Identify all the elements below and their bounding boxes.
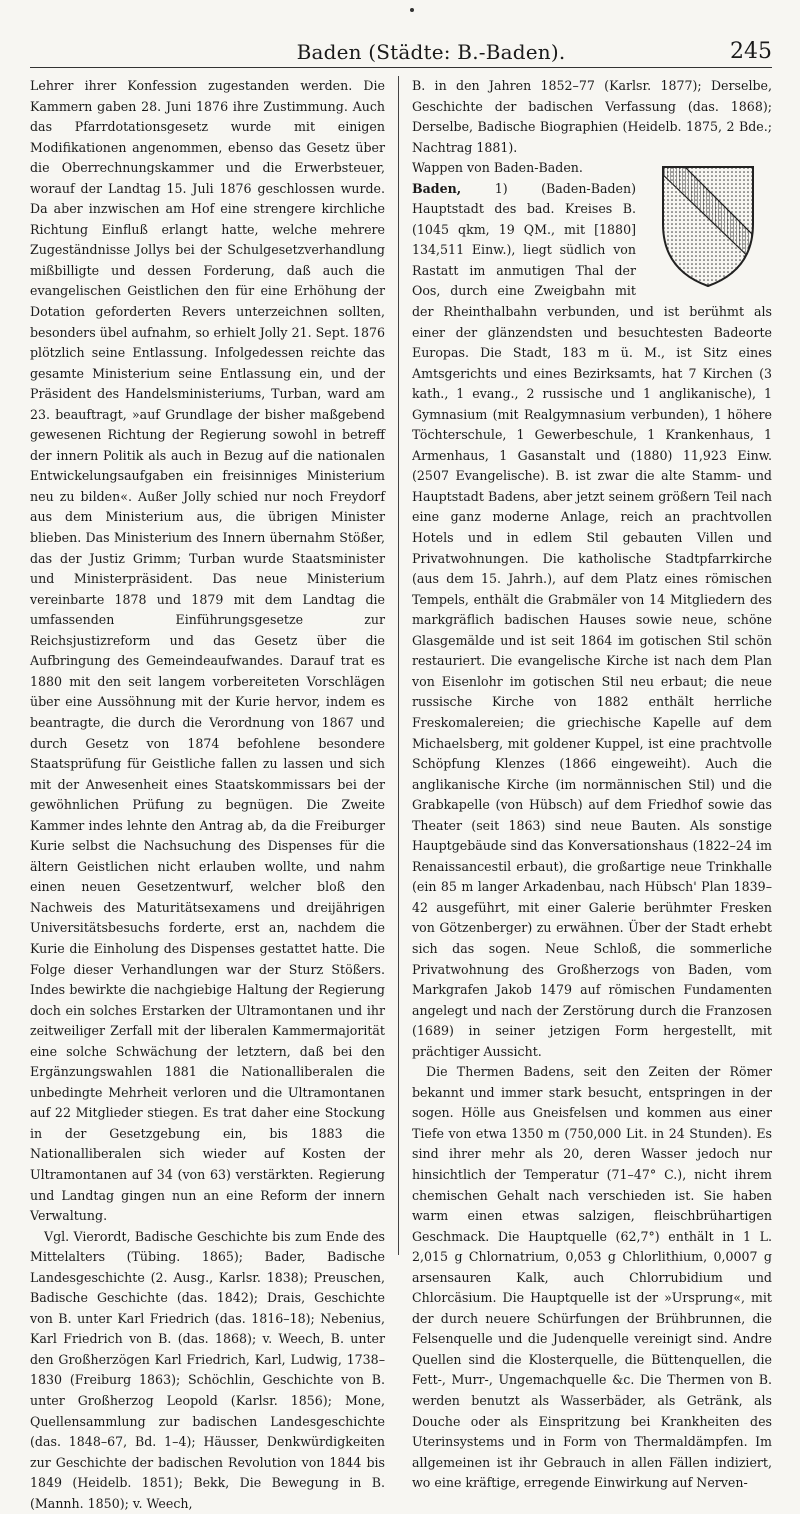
coat-of-arms-figure: [644, 162, 772, 290]
print-mark: [410, 8, 414, 12]
column-separator: [398, 76, 399, 1255]
page-number: 245: [730, 39, 772, 64]
entry-text: 1) (Baden-Baden) Hauptstadt des bad. Kreises B. (1045 qkm, 19 QM., mit [1880] 134,511 Einw.), liegt südlich von Rastatt im anmutigen Thal der Oos, durch eine Zweigbahn mit der Rheinthalbahn verbunden, und ist berühmt als einer der glänzendsten und besuchtesten Badeorte Europas. Die Stadt, 183 m ü. M., ist Sitz eines Amtsgerichts und eines Bezirksamts, hat 7 Kirchen (3 kath., 1 evang., 2 russische und 1 anglikanische), 1 Gymnasium (mit Realgymnasium verbunden), 1 höhere Töchterschule, 1 Gewerbeschule, 1 Krankenhaus, 1 Armenhaus, 1 Gasanstalt und (1880) 11,923 Einw. (2507 Evangelische). B. ist zwar die alte Stamm- und Hauptstadt Badens, aber jetzt seinem größern Teil nach eine ganz moderne Anlage, reich an prachtvollen Hotels und in edlem Stil gebauten Villen und Privatwohnungen. Die katholische Stadtpfarrkirche (aus dem 15. Jahrh.), auf dem Platz eines römischen Tempels, enthält die Grabmäler von 14 Mitgliedern des markgräflich badischen Hauses sowie neue, schöne Glasgemälde und ist seit 1864 im gotischen Stil schön restauriert. Die evangelische Kirche ist nach dem Plan von Eisenlohr im gotischen Stil neu erbaut; die neue russische Kirche von 1882 enthält herrliche Freskomalereien; die griechische Kapelle auf dem Michaelsberg, mit goldener Kuppel, ist eine prachtvolle Schöpfung Klenzes (1866 eingeweiht). Auch die anglikanische Kirche (im normännischen Stil) und die Grabkapelle (von Hübsch) auf dem Friedhof sowie das Theater (seit 1863) sind neue Bauten. Als sonstige Hauptgebäude sind das Konversationshaus (1822–24 im Renaissancestil erbaut), die großartige neue Trinkhalle (ein 85 m langer Arkadenbau, nach Hübsch' Plan 1839–42 ausgeführt, mit einer Galerie berühmter Fresken von Götzenberger) zu erwähnen. Über der Stadt erhebt sich das sogen. Neue Schloß, die sommerliche Privatwohnung des Großherzogs von Baden, vom Markgrafen Jakob 1479 auf römischen Fundamenten angelegt und nach der Zerstörung durch die Franzosen (1689) in seiner jetzigen Form hergestellt, mit prächtiger Aussicht.: [412, 180, 772, 1059]
left-column: [30, 76, 385, 1511]
coat-of-arms-icon: [658, 162, 758, 290]
history-paragraph: Lehrer ihrer Konfession zugestanden werden. Die Kammern gaben 28. Juni 1876 ihre Zustimmung. Auch das Pfarrdotationsgesetz wurde mit einigen Modifikationen angenommen, ebenso das Gesetz über die Oberrechnungskammer und die Erwerbsteuer, worauf der Landtag 15. Juli 1876 geschlossen wurde. Da aber inzwischen am Hof eine strengere kirchliche Richtung Einfluß erlangt hatte, welche mehrere Zugeständnisse Jollys bei der Schulgesetzverhandlung mißbilligte und dessen Forderung, daß auch die evangelischen Geistlichen den für eine Erhöhung der Dotation geforderten Revers unterzeichnen sollten, besonders übel aufnahm, so erhielt Jolly 21. Sept. 1876 plötzlich seine Entlassung. Infolgedessen reichte das gesamte Ministerium seine Entlassung ein, und der Präsident des Handelsministeriums, Turban, ward am 23. beauftragt, »auf Grundlage der bisher maßgebend gewesenen Richtung der Regierung sowohl in betreff der innern Politik als auch in Bezug auf die nationalen Entwickelungsaufgaben ein freisinniges Ministerium neu zu bilden«. Außer Jolly schied nur noch Freydorf aus dem Ministerium aus, die übrigen Minister blieben. Das Ministerium des Innern übernahm Stößer, das der Justiz Grimm; Turban wurde Staatsminister und Ministerpräsident. Das neue Ministerium vereinbarte 1878 und 1879 mit dem Landtag die umfassenden Einführungsgesetze zur Reichsjustizreform und das Gesetz über die Aufbringung des Gemeindeaufwandes. Darauf trat es 1880 mit den seit langem vorbereiteten Vorschlägen über eine Aussöhnung mit der Kurie hervor, indem es beantragte, die durch die Verordnung von 1867 und durch Gesetz von 1874 befohlene besondere Staatsprüfung für Geistliche fallen zu lassen und sich mit der Anwesenheit eines Staatskommissars bei der gewöhnlichen Prüfung zu begnügen. Die Zweite Kammer indes lehnte den Antrag ab, da die Freiburger Kurie selbst die Nachsuchung des Dispenses für die ältern Geistlichen nicht erlauben wollte, und nahm einen neuen Gesetzentwurf, welcher bloß den Nachweis des Maturitätsexamens und dreijährigen Universitätsbesuchs forderte, erst an, nachdem die Kurie die Einholung des Dispenses gestattet hatte. Die Folge dieser Verhandlungen war der Sturz Stößers. Indes bewirkte die nachgiebige Haltung der Regierung doch ein solches Erstarken der Ultramontanen und ihr zeitweiliger Zerfall mit der liberalen Kammermajorität eine solche Schwächung der letztern, daß bei den Ergänzungswahlen 1881 die Nationalliberalen die unbedingte Mehrheit verloren und die Ultramontanen auf 22 Mitglieder stiegen. Es trat daher eine Stockung in der Gesetzgebung ein, bis 1883 die Nationalliberalen sich wieder auf Kosten der Ultramontanen auf 34 (von 63) verstärkten. Regierung und Landtag gingen nun an eine Reform der innern Verwaltung.: [30, 78, 385, 1224]
page-header: [30, 30, 772, 64]
bibliography-paragraph: Vgl. Vierordt, Badische Geschichte bis zum Ende des Mittelalters (Tübing. 1865); Bader, Badische Landesgeschichte (2. Ausg., Karlsr. 1838); Preuschen, Badische Geschichte (das. 1842); Drais, Geschichte von B. unter Karl Friedrich (das. 1816–18); Nebenius, Karl Friedrich von B. (das. 1868); v. Weech, B. unter den Großherzögen Karl Friedrich, Karl, Ludwig, 1738–1830 (Freiburg 1863); Schöchlin, Geschichte von B. unter Großherzog Leopold (Karlsr. 1856); Mone, Quellensammlung zur badischen Landesgeschichte (das. 1848–67, Bd. 1–4); Häusser, Denkwürdigkeiten zur Geschichte der badischen Revolution von 1844 bis 1849 (Heidelb. 1851); Bekk, Die Bewegung in B. (Mannh. 1850); v. Weech,: [30, 1228, 385, 1511]
header-rule: [30, 67, 772, 68]
running-head: Baden (Städte: B.-Baden).: [296, 40, 566, 64]
right-column: [412, 76, 772, 1491]
entry-headword: Baden,: [412, 180, 462, 196]
thermal-springs-paragraph: Die Thermen Badens, seit den Zeiten der Römer bekannt und immer stark besucht, entspringen in der sogen. Hölle aus Gneisfelsen und kommen aus einer Tiefe von etwa 1350 m (750,000 Lit. in 24 Stunden). Es sind ihrer mehr als 20, deren Wasser jedoch nur hinsichtlich der Temperatur (71–47° C.), nicht ihrem chemischen Gehalt nach verschieden ist. Sie haben warm einen etwas salzigen, fleischbrühartigen Geschmack. Die Hauptquelle (62,7°) enthält in 1 L. 2,015 g Chlornatrium, 0,053 g Chlorlithium, 0,0007 g arsensauren Kalk, auch Chlorrubidium und Chlorcäsium. Die Hauptquelle ist der »Ursprung«, mit der durch neuere Schürfungen der Brühbrunnen, die Felsenquelle und die Judenquelle vereinigt sind. Andre Quellen sind die Klosterquelle, die Büttenquellen, die Fett-, Murr-, Ungemachquelle &c. Die Thermen von B. werden benutzt als Wasserbäder, als Getränk, als Douche oder als Einspritzung bei Krankheiten des Uterinsystems und in Form von Thermaldämpfen. Im allgemeinen ist ihr Gebrauch in allen Fällen indiziert, wo eine kräftige, erregende Einwirkung auf Nerven-: [412, 1064, 772, 1491]
bibliography-continued: B. in den Jahren 1852–77 (Karlsr. 1877); Derselbe, Geschichte der badischen Verfassung (das. 1868); Derselbe, Badische Biographien (Heidelb. 1875, 2 Bde.; Nachtrag 1881).: [412, 78, 772, 155]
coat-of-arms-caption: Wappen von Baden-Baden.: [412, 160, 583, 176]
